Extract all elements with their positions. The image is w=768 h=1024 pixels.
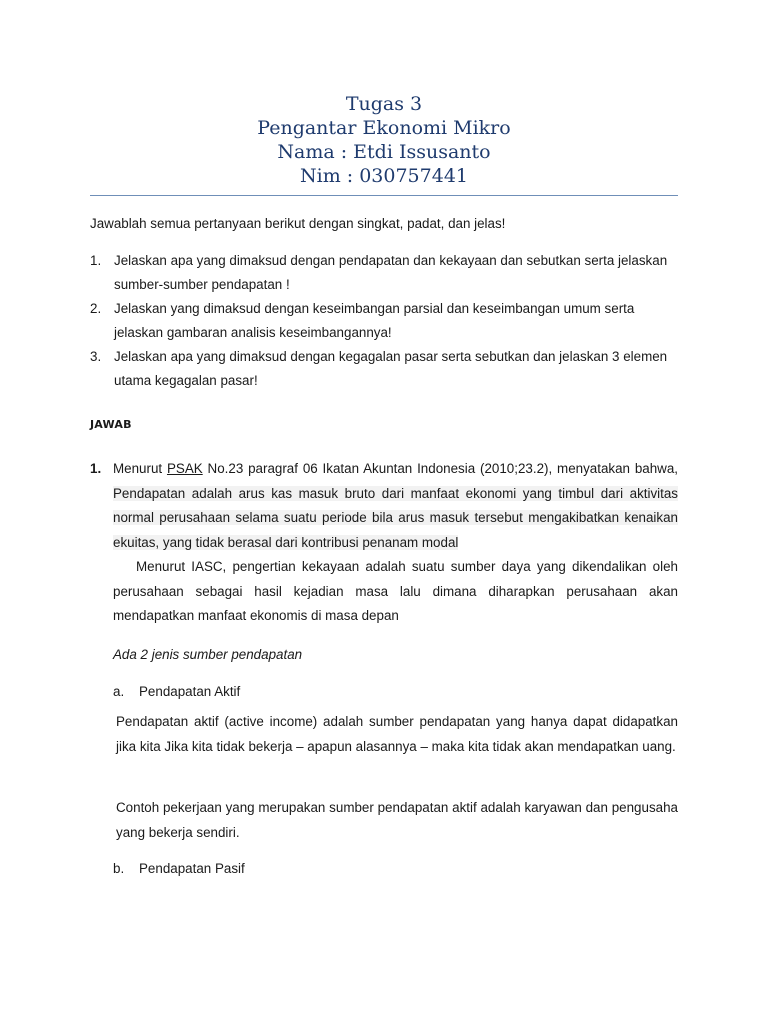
answer-heading: JAWAB xyxy=(90,418,132,431)
question-text: Jelaskan yang dimaksud dengan keseimbangan parsial dan keseimbangan umum serta jelaskan gambaran analisis keseimbangannya! xyxy=(114,301,635,340)
instructions: Jawablah semua pertanyaan berikut dengan singkat, padat, dan jelas! xyxy=(90,216,506,231)
question-number: 2. xyxy=(90,301,102,316)
title-divider xyxy=(90,195,678,196)
subitem-label: Pendapatan Pasif xyxy=(139,861,245,876)
answer-text: No.23 paragraf 06 Ikatan Akuntan Indonesia (2010;23.2), menyatakan bahwa, xyxy=(202,461,679,476)
active-income-definition: Pendapatan aktif (active income) adalah sumber pendapatan yang hanya dapat didapatkan jika kita Jika kita tidak bekerja – apapun alasannya – maka kita tidak akan mendapatkan uang. xyxy=(116,714,678,754)
question-item xyxy=(90,345,678,393)
psak-link[interactable]: PSAK xyxy=(166,461,203,476)
question-text: Jelaskan apa yang dimaksud dengan kegagalan pasar serta sebutkan dan jelaskan 3 elemen utama kegagalan pasar! xyxy=(114,349,668,388)
title-course: Pengantar Ekonomi Mikro xyxy=(257,117,511,139)
highlighted-definition: Pendapatan adalah arus kas masuk bruto dari manfaat ekonomi yang timbul dari aktivitas normal perusahaan selama suatu periode bila arus masuk tersebut mengakibatkan kenaikan ekuitas, yang tidak berasal dari kontribusi penanam modal xyxy=(113,485,678,550)
subitem-passive-income xyxy=(113,857,245,881)
title-student-name: Nama : Etdi Issusanto xyxy=(277,141,491,163)
income-types-heading: Ada 2 jenis sumber pendapatan xyxy=(113,647,303,662)
answer-paragraph-wealth: Menurut IASC, pengertian kekayaan adalah suatu sumber daya yang dikendalikan oleh perusahaan sebagai hasil kejadian masa lalu dimana diharapkan perusahaan akan mendapatkan manfaat ekonomis di masa depan xyxy=(113,559,678,623)
answer-paragraph-income xyxy=(113,457,678,555)
answer-body xyxy=(113,457,678,629)
answer-number: 1. xyxy=(90,461,102,476)
answer-text: Menurut xyxy=(113,461,167,476)
question-number: 1. xyxy=(90,253,102,268)
title-student-id: Nim : 030757441 xyxy=(300,165,468,187)
subitem-marker: a. xyxy=(113,684,125,699)
active-income-example: Contoh pekerjaan yang merupakan sumber pendapatan aktif adalah karyawan dan pengusaha yang bekerja sendiri. xyxy=(116,800,678,840)
question-text: Jelaskan apa yang dimaksud dengan pendapatan dan kekayaan dan sebutkan serta jelaskan sumber-sumber pendapatan ! xyxy=(114,253,668,292)
question-item xyxy=(90,297,678,345)
subitem-marker: b. xyxy=(113,861,125,876)
answer-1 xyxy=(90,457,678,629)
question-list xyxy=(90,249,678,393)
question-number: 3. xyxy=(90,349,102,364)
title-assignment: Tugas 3 xyxy=(345,93,423,115)
subitem-label: Pendapatan Aktif xyxy=(139,684,241,699)
question-item xyxy=(90,249,678,297)
document-title-block xyxy=(90,92,678,188)
subitem-active-income xyxy=(113,680,240,704)
